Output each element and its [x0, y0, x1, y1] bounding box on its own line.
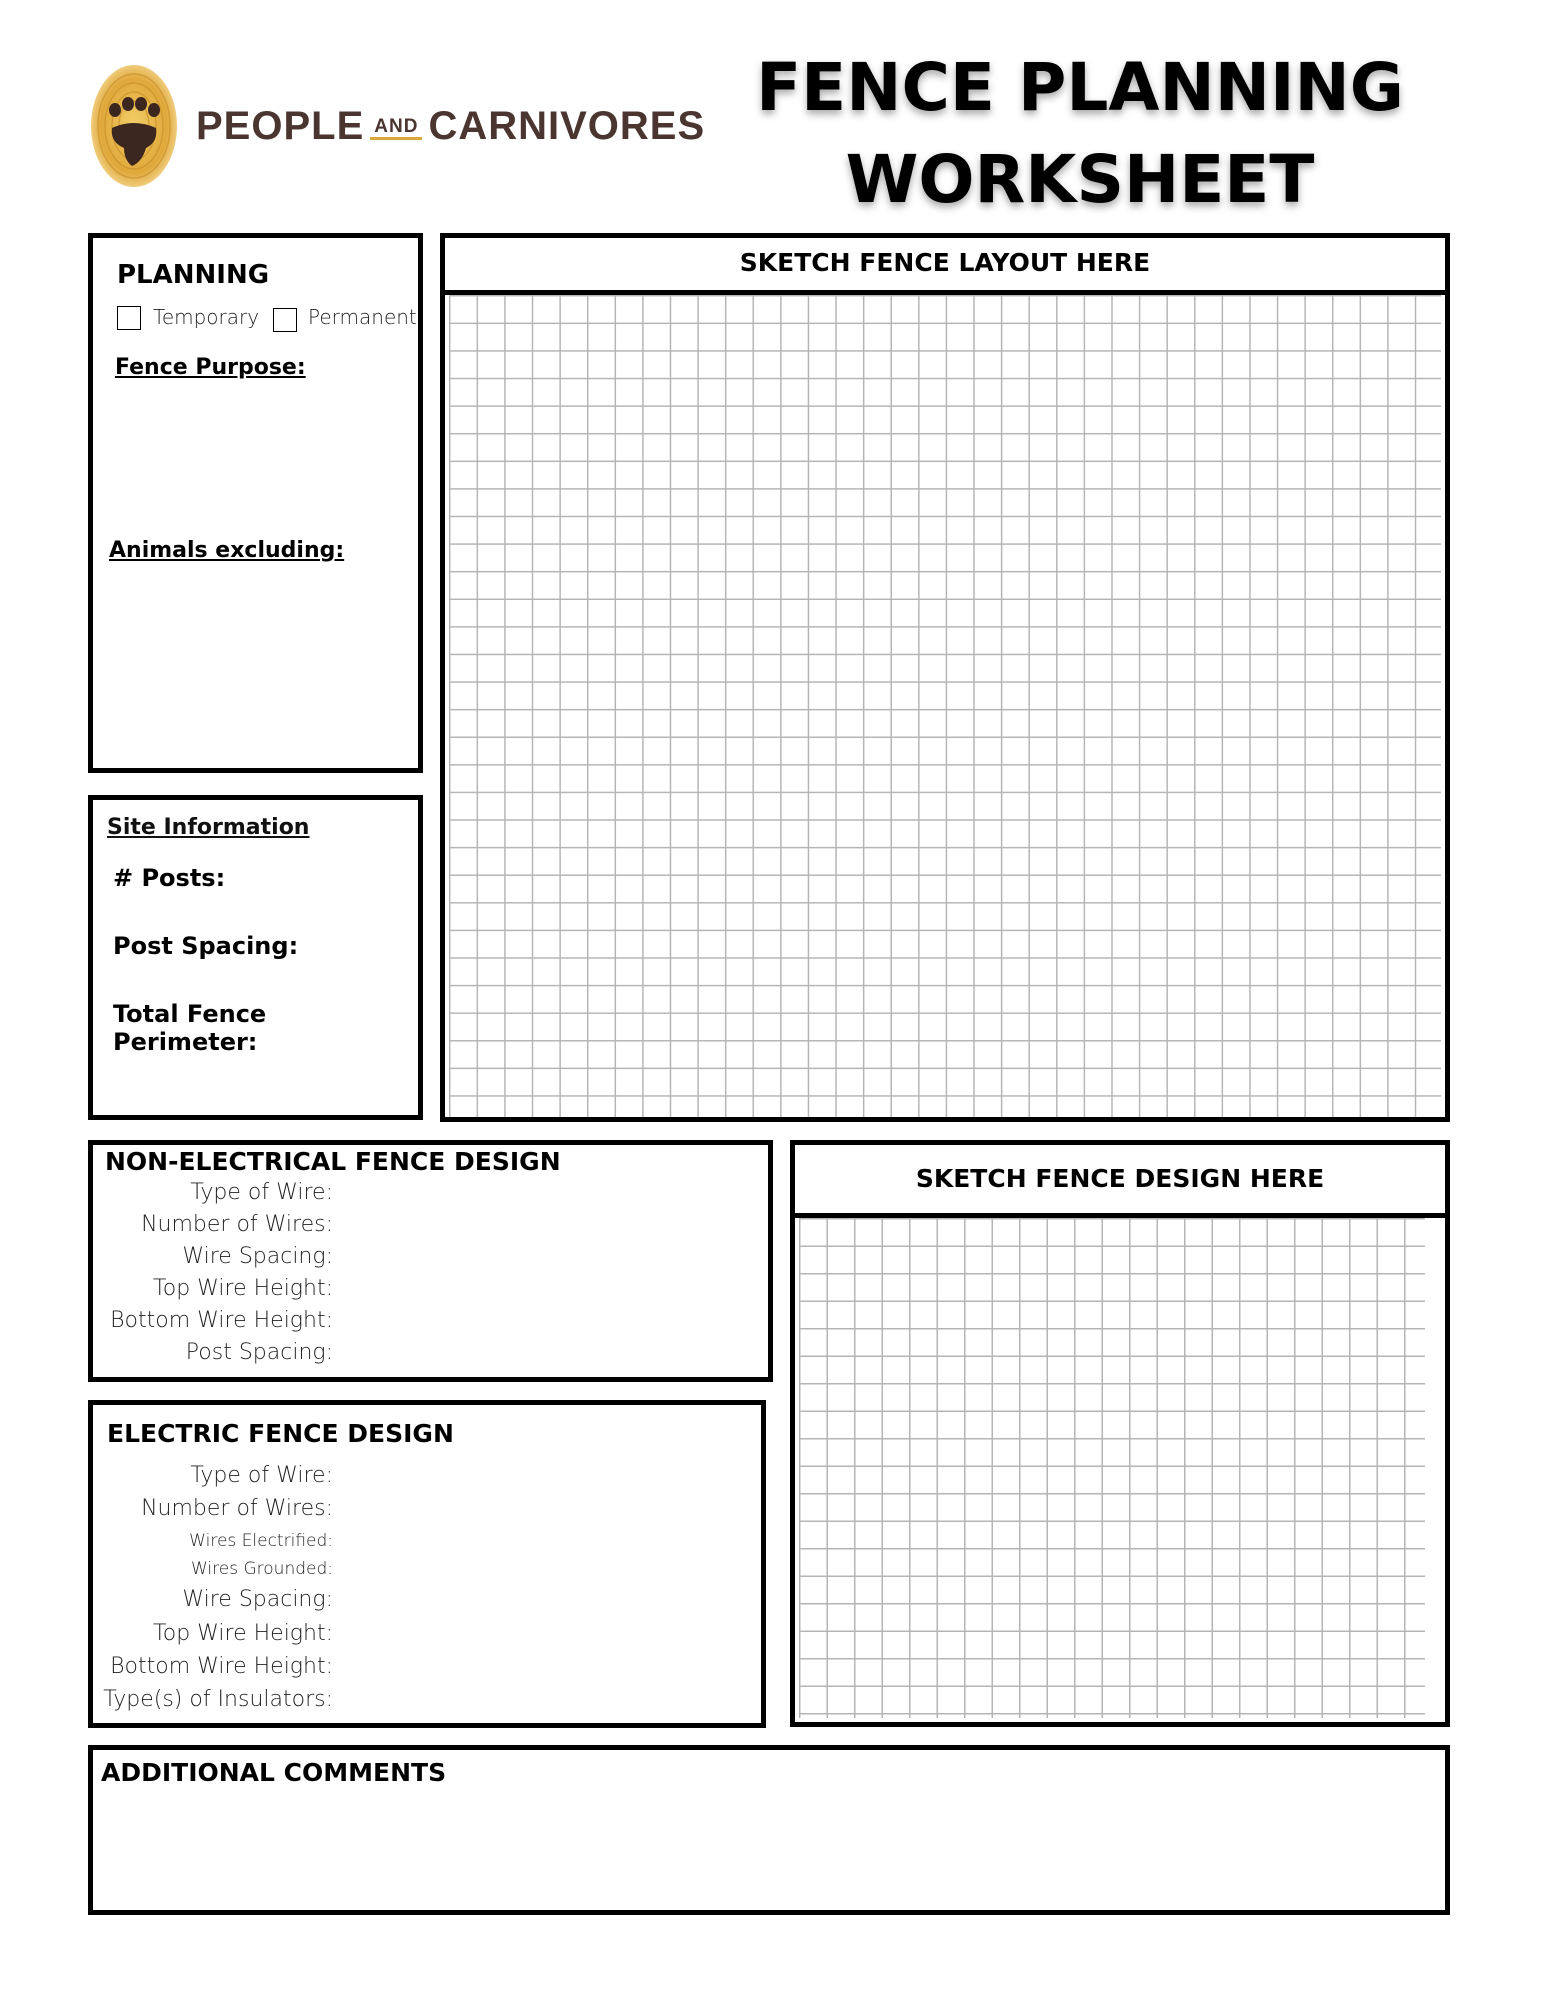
electric-wires-electrified-label: Wires Electrified:: [189, 1531, 333, 1551]
page-title: [700, 42, 1460, 226]
title-line-1: FENCE PLANNING: [756, 49, 1404, 126]
non-electrical-field-label: Type of Wire:: [190, 1180, 333, 1205]
site-information-section: [88, 795, 423, 1120]
post-spacing-label: Post Spacing:: [113, 932, 299, 960]
electric-bottom-wire-height-label: Bottom Wire Height:: [110, 1654, 333, 1679]
non-electrical-heading: NON-ELECTRICAL FENCE DESIGN: [105, 1147, 561, 1176]
non-electrical-field-label: Top Wire Height:: [153, 1276, 333, 1301]
brand-word-and: AND: [370, 116, 422, 140]
fence-purpose-label: Fence Purpose:: [115, 355, 306, 380]
fence-layout-sketch-section: [440, 233, 1450, 1122]
animals-excluding-label: Animals excluding:: [109, 538, 345, 563]
additional-comments-field[interactable]: [101, 1798, 1437, 1902]
posts-label: # Posts:: [113, 864, 226, 892]
fence-design-sketch-section: [790, 1140, 1450, 1727]
electric-wires-grounded-label: Wires Grounded:: [190, 1559, 333, 1579]
site-information-heading: Site Information: [107, 815, 310, 840]
paw-print-icon: [88, 62, 180, 190]
permanent-label: Permanent: [308, 305, 417, 329]
planning-section: [88, 233, 423, 773]
additional-comments-section: [88, 1745, 1450, 1915]
electric-design-section: [88, 1400, 766, 1728]
total-fence-perimeter-label: Total Fence Perimeter:: [113, 1000, 267, 1056]
fence-design-sketch-heading: SKETCH FENCE DESIGN HERE: [795, 1145, 1445, 1218]
brand-logo: [88, 62, 706, 192]
brand-word-people: PEOPLE: [196, 104, 365, 148]
title-line-2: WORKSHEET: [845, 141, 1315, 218]
fence-layout-sketch-heading: SKETCH FENCE LAYOUT HERE: [445, 238, 1445, 295]
temporary-label: Temporary: [153, 305, 260, 329]
animals-excluding-field[interactable]: [109, 573, 404, 753]
brand-word-carnivores: CARNIVORES: [428, 104, 706, 148]
permanent-checkbox[interactable]: [273, 308, 297, 332]
electric-wire-spacing-label: Wire Spacing:: [182, 1587, 333, 1612]
brand-name: [196, 104, 705, 149]
electric-heading: ELECTRIC FENCE DESIGN: [107, 1419, 454, 1448]
fence-purpose-field[interactable]: [115, 388, 405, 528]
fence-layout-grid[interactable]: [449, 295, 1441, 1117]
electric-insulators-label: Type(s) of Insulators:: [103, 1687, 333, 1712]
planning-heading: PLANNING: [117, 260, 270, 290]
non-electrical-field-label: Number of Wires:: [141, 1212, 333, 1237]
non-electrical-field-label: Bottom Wire Height:: [110, 1308, 333, 1333]
non-electrical-field-label: Wire Spacing:: [182, 1244, 333, 1269]
electric-number-of-wires-label: Number of Wires:: [141, 1496, 333, 1521]
additional-comments-heading: ADDITIONAL COMMENTS: [101, 1758, 447, 1787]
temporary-checkbox[interactable]: [117, 306, 141, 330]
electric-top-wire-height-label: Top Wire Height:: [153, 1621, 333, 1646]
non-electrical-field-label: Post Spacing:: [185, 1340, 333, 1365]
electric-type-of-wire-label: Type of Wire:: [190, 1463, 333, 1488]
non-electrical-design-section: [88, 1140, 773, 1382]
fence-design-grid[interactable]: [799, 1218, 1425, 1718]
